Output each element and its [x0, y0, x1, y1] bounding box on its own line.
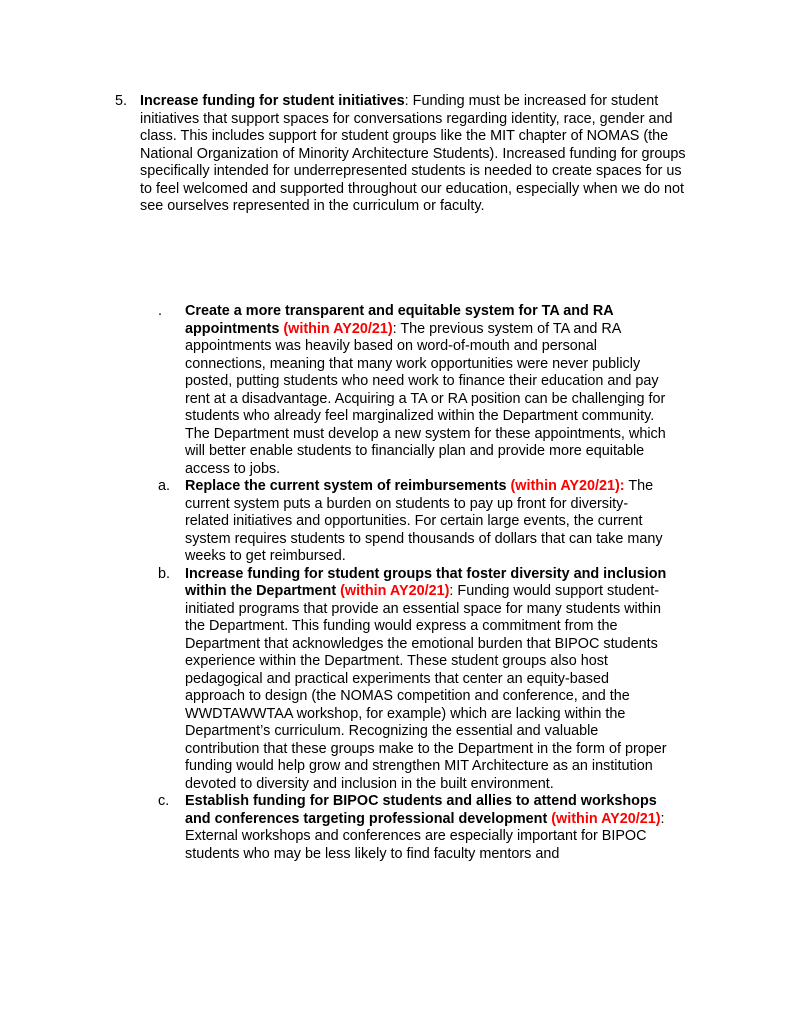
sub-list-item — [158, 566, 672, 794]
text-segment-bold-red: (within AY20/21) — [340, 583, 450, 599]
list-item-text — [185, 566, 672, 794]
text-segment-bold: Create a more transparent and equitable system for TA and RA appointments — [185, 303, 614, 337]
list-item-text — [185, 793, 672, 863]
text-segment-bold-red: (within AY20/21) — [283, 320, 393, 337]
text-segment-bold-red: (within AY20/21) — [551, 810, 661, 827]
list-item-text — [185, 303, 672, 478]
list-item-5-text — [140, 93, 694, 216]
text-segment-bold: Establish funding for BIPOC students and allies to attend workshops and conferences targeting professional development — [185, 793, 657, 827]
list-marker: c. — [158, 793, 170, 809]
text-segment-regular: : The previous system of TA and RA appointments was heavily based on word-of-mouth and personal connections, meaning that many work opportunities were never publicly posted, putting students who need work to finance their education and pay rent at a disadvantage. Acquiring a TA or RA position can be challenging for students who already feel marginalized within the Department community. The Department must develop a new system for these appointments, which will better enable students to financially plan and provide more equitable access to jobs. — [185, 320, 666, 477]
sub-list — [158, 303, 672, 863]
text-segment-regular: : Funding must be increased for student initiatives that support spaces for conversations regarding identity, race, gender and class. This includes support for student groups like the MIT chapter of NOMAS (the National Organization of Minority Architecture Students). Increased funding for groups specifically intended for underrepresented students is needed to create spaces for us to feel welcomed and supported throughout our education, especially when we do not see ourselves represented in the curriculum or faculty. — [140, 93, 686, 214]
text-segment-bold: Increase funding for student groups that foster diversity and inclusion within the Department — [185, 565, 667, 599]
list-marker-5: 5. — [115, 93, 128, 109]
list-marker: b. — [158, 565, 171, 582]
list-item-5 — [115, 93, 694, 216]
sub-list-item — [158, 478, 672, 566]
list-item-text — [185, 478, 672, 566]
text-segment-bold-red: (within AY20/21): — [510, 478, 625, 494]
text-segment-regular: : External workshops and conferences are especially important for BIPOC students who may be less likely to find faculty mentors and — [185, 810, 665, 862]
sub-list-item — [158, 303, 672, 478]
list-marker: a. — [158, 478, 171, 494]
sub-list-item — [158, 793, 672, 863]
text-segment-bold: Increase funding for student initiatives — [140, 93, 405, 109]
text-segment-bold: Replace the current system of reimbursements — [185, 478, 511, 494]
list-marker: . — [158, 303, 162, 319]
text-segment-regular: The current system puts a burden on students to pay up front for diversity-related initiatives and opportunities. For certain large events, the current system requires students to spend thousands of dollars that can take many weeks to get reimbursed. — [185, 478, 663, 564]
text-segment-regular: : Funding would support student-initiated programs that provide an essential space for many students within the Department. This funding would express a commitment from the Department that acknowledges the emotional burden that BIPOC students experience within the Department. These student groups also host pedagogical and practical experiments that center an equity-based approach to design (the NOMAS competition and conference, and the WWDTAWWTAA workshop, for example) which are lacking within the Department’s curriculum. Recognizing the essential and valuable contribution that these groups make to the Department in the form of proper funding would help grow and strengthen MIT Architecture as an institution devoted to diversity and inclusion in the built environment. — [185, 583, 667, 792]
